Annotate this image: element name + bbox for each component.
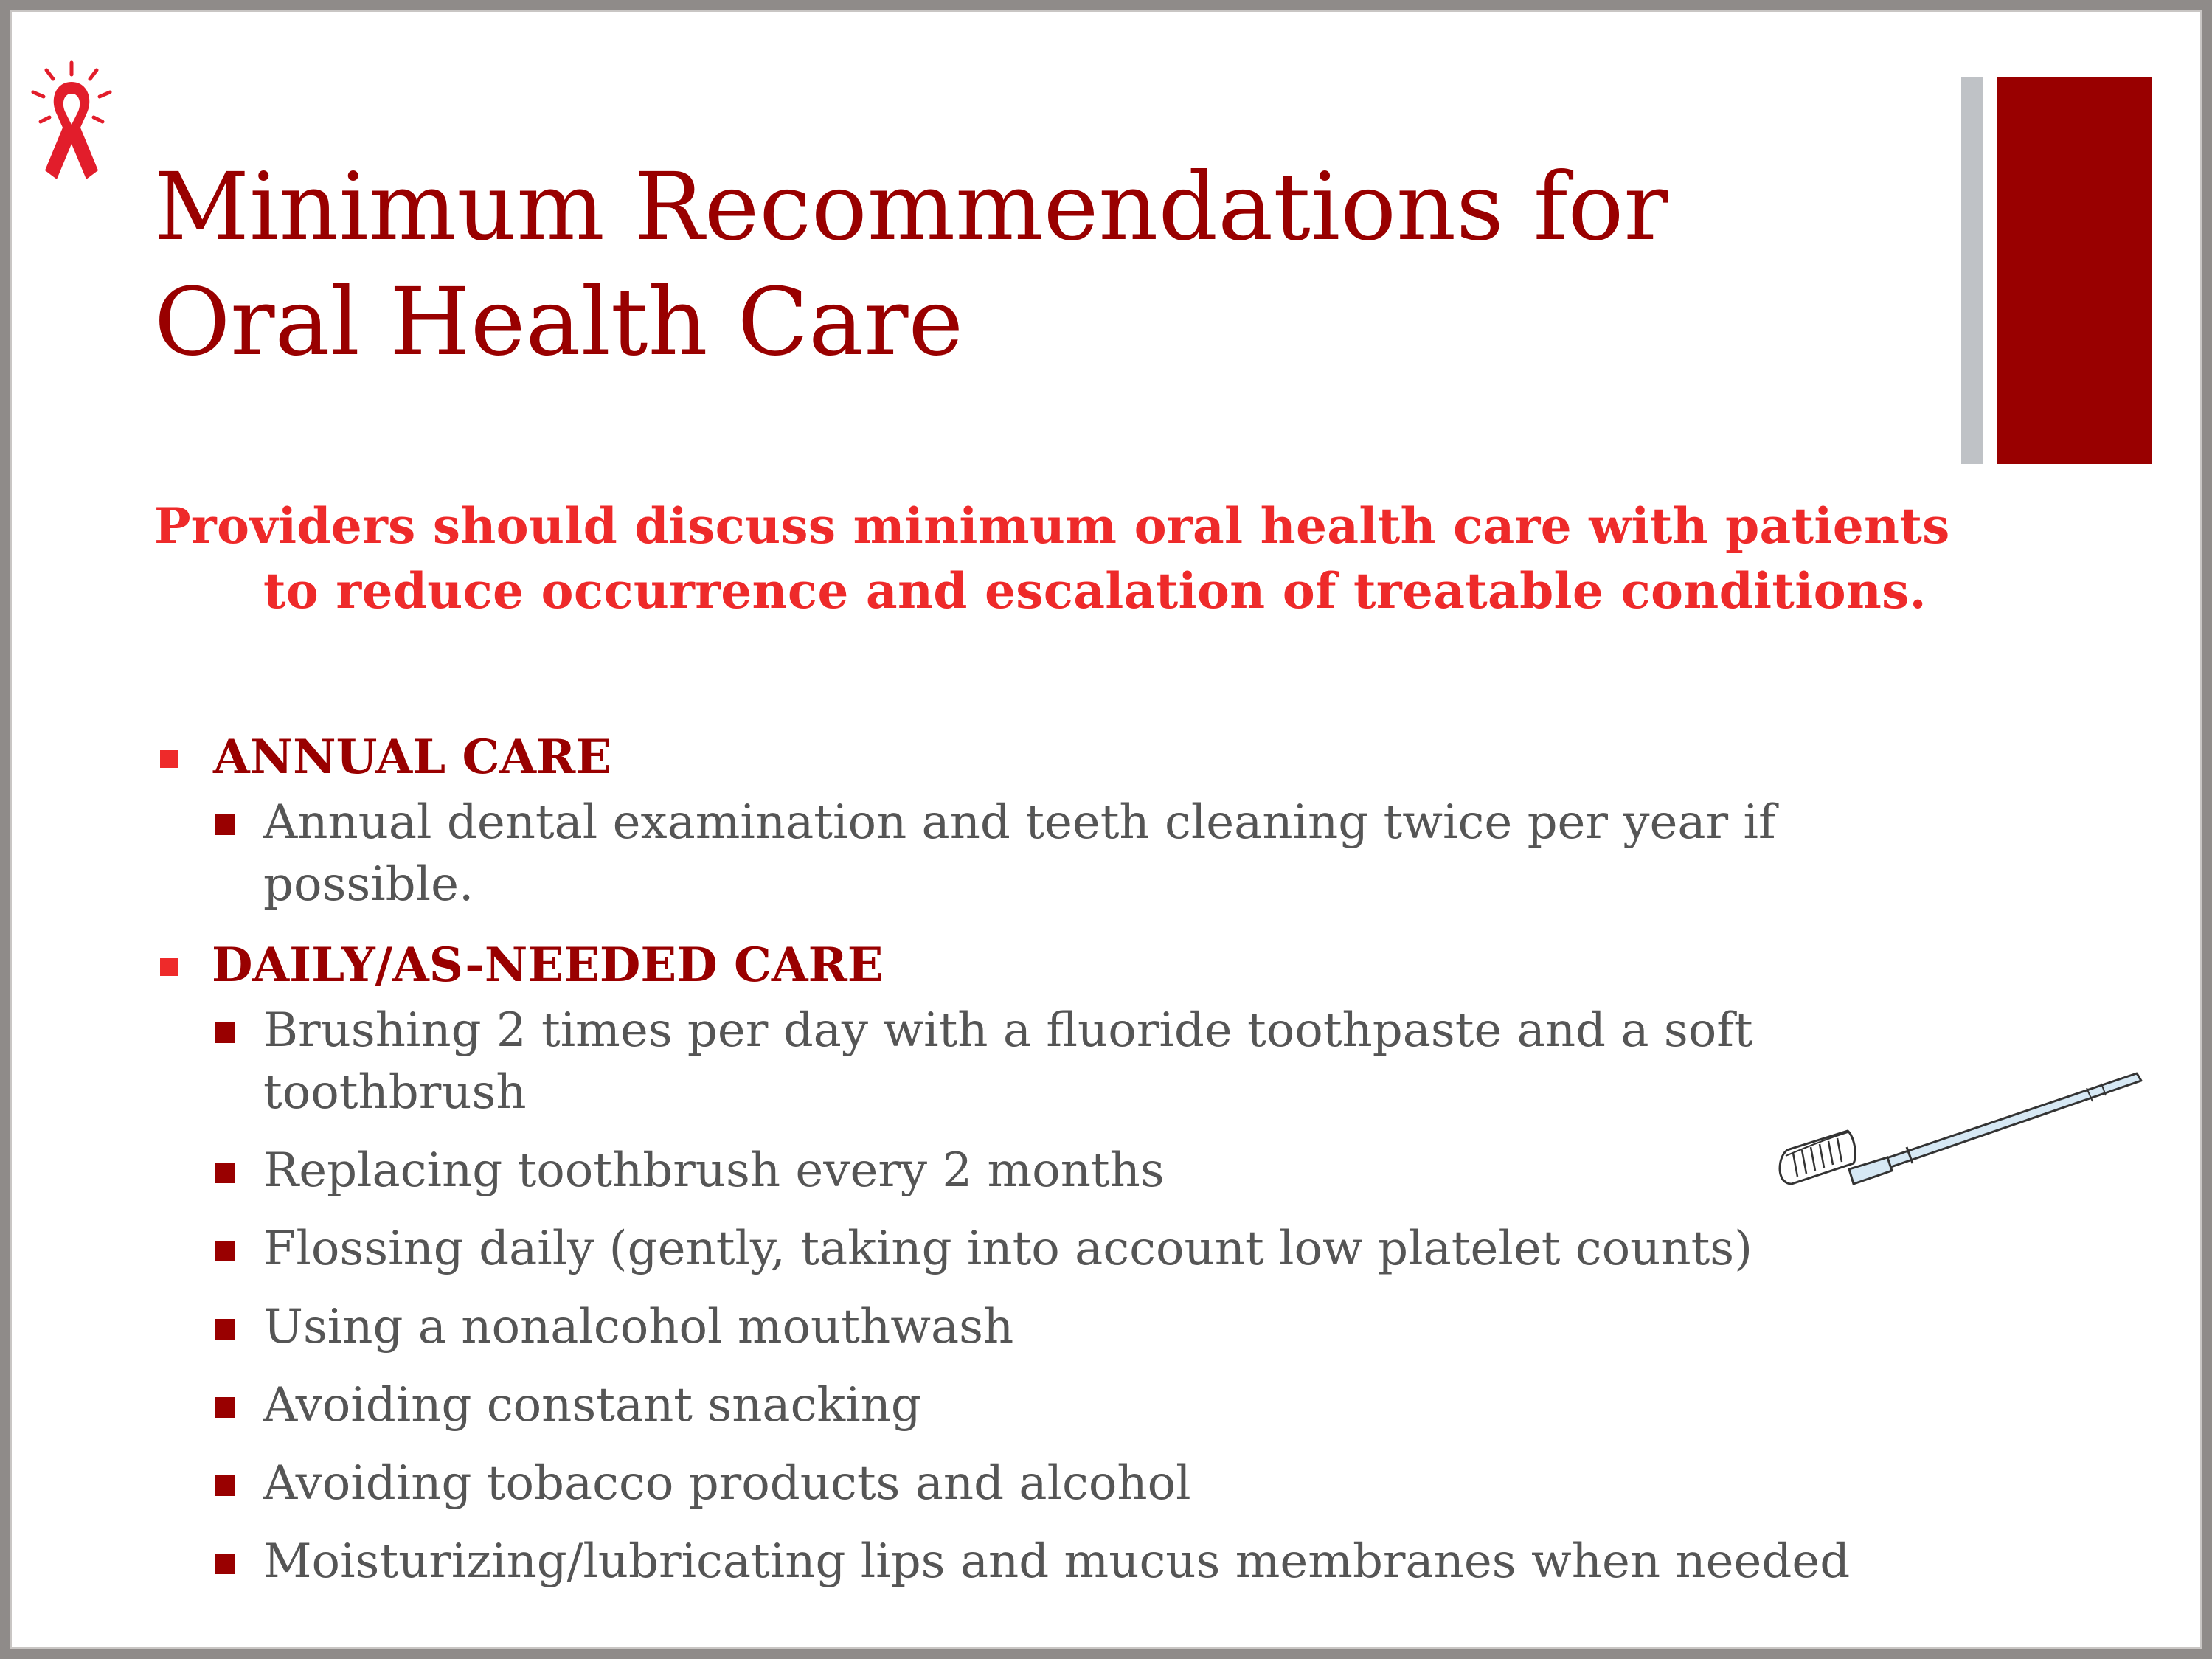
- section-heading: [154, 724, 2042, 792]
- subtitle-line: Providers should discuss minimum oral health care with patients: [154, 497, 1950, 555]
- title-line: Oral Health Care: [154, 268, 964, 377]
- bullet-square-icon: [215, 1397, 235, 1418]
- list-item: [154, 1296, 2042, 1358]
- toothbrush-icon: [1777, 1059, 2143, 1205]
- section-heading-label: ANNUAL CARE: [213, 730, 611, 785]
- list-item-line: Replacing toothbrush every 2 months: [263, 1143, 1165, 1198]
- bullet-square-icon: [215, 814, 235, 835]
- section-heading: [154, 932, 2042, 1000]
- bullet-content: [154, 724, 2042, 1609]
- list-item: [154, 792, 2042, 915]
- list-item-line: Using a nonalcohol mouthwash: [263, 1300, 1014, 1354]
- bullet-list: [154, 1000, 2042, 1593]
- section-daily-care: [154, 932, 2042, 1593]
- list-item: [154, 1218, 2042, 1280]
- list-item-line: Avoiding tobacco products and alcohol: [263, 1456, 1191, 1511]
- bullet-square-icon: [215, 1475, 235, 1496]
- list-item-line: Flossing daily (gently, taking into account low platelet counts): [263, 1222, 1753, 1276]
- bullet-square-icon: [215, 1319, 235, 1340]
- bullet-square-icon: [215, 1022, 235, 1043]
- bullet-square-icon: [215, 1554, 235, 1574]
- bullet-square-icon: [160, 958, 178, 976]
- list-item: [154, 1140, 2042, 1202]
- list-item: [154, 1000, 2042, 1123]
- list-item-line: Annual dental examination and teeth cleaning twice per year if: [263, 795, 1776, 850]
- slide-subtitle: [154, 493, 2116, 623]
- red-accent-bar: [1997, 77, 2152, 464]
- title-line: Minimum Recommendations for: [154, 153, 1668, 261]
- red-ribbon-lightbulb-icon: [30, 60, 120, 203]
- list-item-line: possible.: [263, 857, 474, 912]
- list-item: [154, 1374, 2042, 1436]
- gray-side-bar: [1961, 77, 1983, 464]
- bullet-list: [154, 792, 2042, 915]
- list-item-line: toothbrush: [263, 1065, 527, 1120]
- bullet-square-icon: [215, 1163, 235, 1183]
- list-item-line: Moisturizing/lubricating lips and mucus membranes when needed: [263, 1534, 1851, 1589]
- bullet-square-icon: [215, 1241, 235, 1261]
- subtitle-line: to reduce occurrence and escalation of treatable conditions.: [263, 562, 1927, 620]
- bullet-square-icon: [160, 750, 178, 768]
- list-item-line: Avoiding constant snacking: [263, 1378, 921, 1433]
- section-annual-care: [154, 724, 2042, 915]
- list-item-line: Brushing 2 times per day with a fluoride toothpaste and a soft: [263, 1003, 1753, 1058]
- list-item: [154, 1452, 2042, 1514]
- section-heading-label: DAILY/AS-NEEDED CARE: [212, 938, 884, 993]
- slide-title: [154, 150, 1939, 380]
- list-item: [154, 1531, 2042, 1593]
